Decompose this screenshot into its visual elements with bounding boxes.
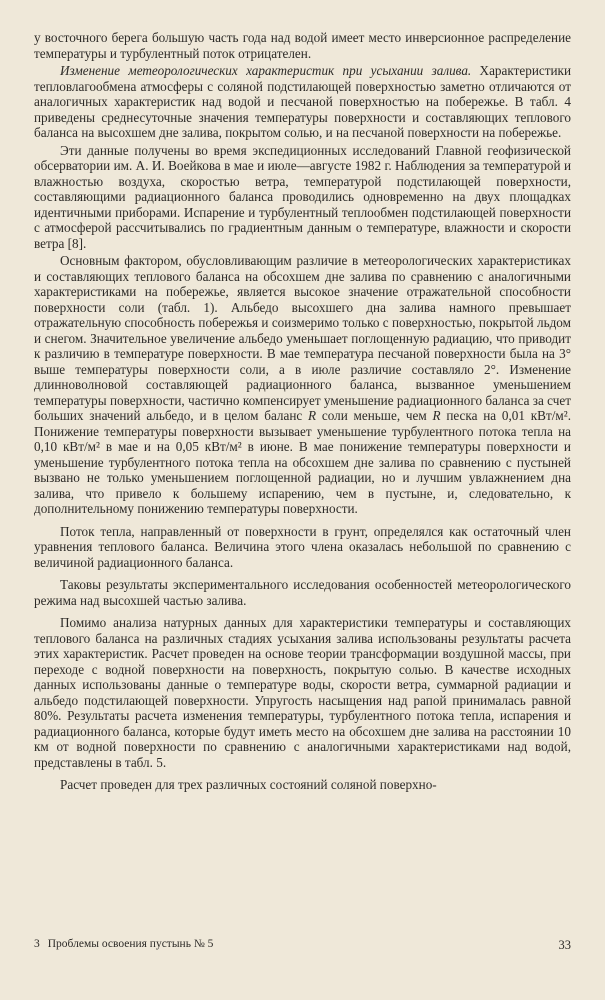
page-number: 33 [558, 938, 571, 952]
footer-left [34, 938, 213, 950]
paragraph-5: Поток тепла, направленный от поверхности в грунт, определялся как остаточный член уравнения теплового баланса. Величина этого члена оказалась небольшой по сравнению с величиной радиационного баланса. [34, 523, 571, 570]
paragraph-8: Расчет проведен для трех различных состояний соляной поверхно- [60, 777, 437, 792]
paragraph-4: Основным фактором, обусловливающим различие в метеорологических характеристиках и составляющих теплового баланса на обсохшем дне залива по сравнению с аналогичными характеристиками на побережье, является высокое значение отражательной способности поверхности соли (табл. 1). Альбедо высохшего дна залива намного превышает отражательную способность побережья и соизмеримо только с поверхностью, покрытой льдом и снегом. Значительное увеличение альбедо уменьшает поглощенную радиацию, что приводит к различию в температуре поверхности. В мае температура песчаной поверхности была на 3° выше температуры поверхности соли, а в июле различие составляло 2°. Изменение длинноволновой составляющей радиационного баланса, вызванное уменьшением температуры поверхности, частично компенсирует уменьшение радиационного баланса за счет больших значений альбедо, и в целом баланс R соли меньше, чем R песка на 0,01 кВт/м². Понижение температуры поверхности вызывает уменьшение турбулентного потока тепла на 0,10 кВт/м² в мае и на 0,05 кВт/м² в июне. В мае понижение температуры поверхности и уменьшение турбулентного потока тепла на обсохшем дне залива по сравнению с пустыней вызвано не только уменьшением поглощенной радиации, но и лучшим увлажнением дна залива, что привело к большему испарению, чем в пустыне, и, следовательно, к дополнительному понижению температуры поверхности. [34, 253, 571, 516]
section-heading: Изменение метеорологических характеристик при усыхании залива. [60, 63, 472, 78]
paragraph-6: Таковы результаты экспериментального исследования особенностей метеорологического режима над высохшей частью залива. [34, 577, 571, 608]
signature-number: 3 [34, 938, 40, 950]
journal-title: Проблемы освоения пустынь № 5 [47, 938, 214, 950]
paragraph-2-text: Характеристики тепловлагообмена атмосферы с соляной подстилающей поверхностью заметно отличаются от аналогичных характеристик над водой и песчаной поверхностью на побережье. В табл. 4 приведены среднесуточные значения температуры поверхности и составляющих теплового баланса на высохшем дне залива, покрытом солью, и на песчаной поверхности на побережье. [34, 63, 572, 140]
paragraph-2 [34, 63, 571, 141]
paragraph-3: Эти данные получены во время экспедиционных исследований Главной геофизической обсерватории им. А. И. Воейкова в мае и июле—августе 1982 г. Наблюдения за температурой и влажностью воздуха, скоростью ветра, температурой подстилающей поверхности, составляющими радиационного баланса проводились одновременно на двух площадках идентичными приборами. Испарение и турбулентный теплообмен подстилающей поверхности с атмосферой рассчитывались по градиентным данным о температуре, влажности и скорости ветра [8]. [34, 142, 571, 251]
paragraph-1: у восточного берега большую часть года над водой имеет место инверсионное распределение температуры и турбулентный поток отрицателен. [34, 30, 571, 61]
paragraph-7: Помимо анализа натурных данных для характеристики температуры и составляющих теплового баланса на различных стадиях усыхания залива использованы результаты расчета этих характеристик. Расчет проведен на основе теории трансформации воздушной массы, при переходе с водной поверхности на поверхность, покрытую солью. В качестве исходных данных использованы данные о температуре воды, скорости ветра, суммарной радиации и альбедо подстилающей поверхности. Упругость насыщения над рапой принималась равной 80%. Результаты расчета изменения температуры, турбулентного потока тепла, испарения и радиационного баланса, которые будут иметь место на обсохшем дне залива на расстоянии 10 км от водной поверхности по сравнению с аналогичными характеристиками над водой, представлены в табл. 5. [34, 615, 571, 770]
body-text [34, 30, 571, 795]
